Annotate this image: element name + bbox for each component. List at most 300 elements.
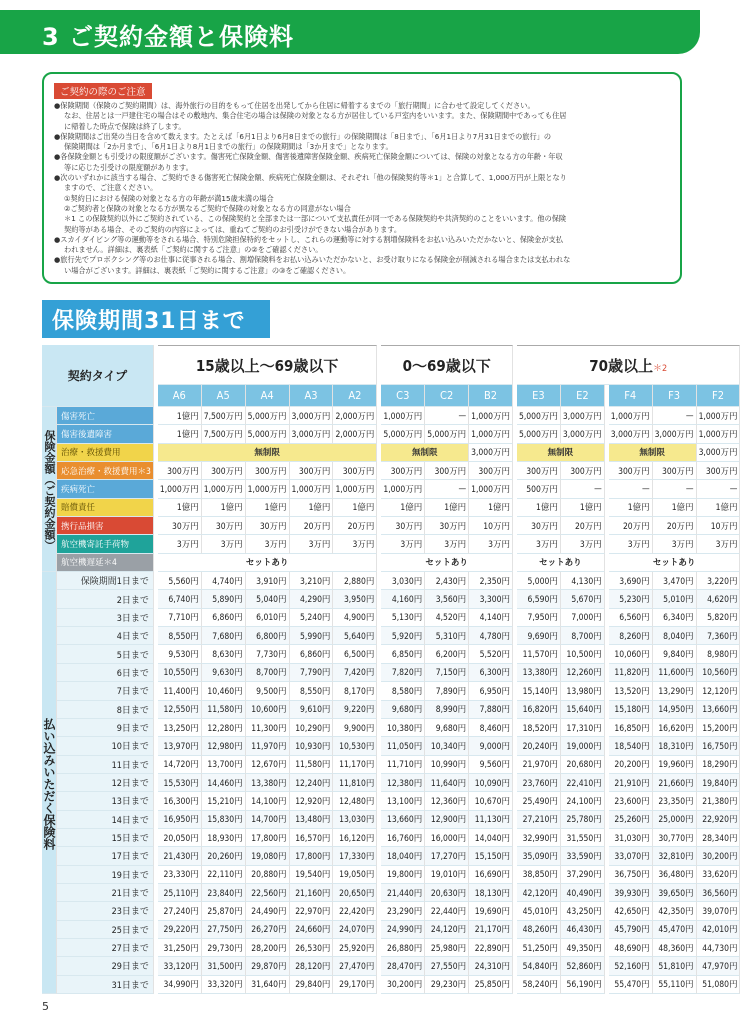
premium-value: 28,200円 <box>246 939 290 957</box>
premium-value: 19,960円 <box>653 756 697 774</box>
premium-value: 4,520円 <box>425 609 469 627</box>
premium-value: 22,560円 <box>246 884 290 902</box>
premium-value: 24,990円 <box>381 921 425 939</box>
premium-value: 2,350円 <box>469 572 513 590</box>
premium-value: 13,660円 <box>381 811 425 829</box>
coverage-value: 300万円 <box>561 462 605 480</box>
coverage-value: 1億円 <box>697 499 740 517</box>
premium-value: 13,030円 <box>333 811 377 829</box>
age-group-label: 0〜69歳以下 <box>402 356 491 375</box>
coverage-value: 5,000万円 <box>517 425 561 443</box>
notice-line: なお、住居とは一戸建住宅の場合はその敷地内、集合住宅の場合は保険の対象となる方が居住している戸室内をいいます。また、保険期間中であっても住居 <box>64 111 567 121</box>
coverage-label: 治療・救援費用 <box>57 444 154 462</box>
premium-value: 9,220円 <box>333 701 377 719</box>
premium-value: 31,030円 <box>609 829 653 847</box>
delay-set-cell: セットあり <box>609 554 740 572</box>
header-band <box>0 0 725 64</box>
premium-value: 17,330円 <box>333 847 377 865</box>
coverage-value: 500万円 <box>517 480 561 498</box>
coverage-side-label: 保険金額（ご契約金額） <box>42 407 57 572</box>
premium-value: 21,910円 <box>609 774 653 792</box>
premium-value: 8,700円 <box>561 627 605 645</box>
premium-value: 27,550円 <box>425 957 469 975</box>
notice-line: ①契約日における保険の対象となる方の年齢が満15歳未満の場合 <box>64 193 274 203</box>
period-label: 10日まで <box>57 737 154 755</box>
premium-value: 14,460円 <box>202 774 246 792</box>
premium-value: 4,620円 <box>697 590 740 608</box>
age-group-note: ＊2 <box>653 363 668 374</box>
coverage-value: 1,000万円 <box>697 407 740 425</box>
premium-value: 21,170円 <box>469 921 513 939</box>
coverage-value: 300万円 <box>381 462 425 480</box>
premium-value: 29,220円 <box>158 921 202 939</box>
premium-value: 32,990円 <box>517 829 561 847</box>
premium-value: 25,920円 <box>333 939 377 957</box>
premium-value: 13,290円 <box>653 682 697 700</box>
premium-value: 22,920円 <box>697 811 740 829</box>
coverage-value: 3万円 <box>246 535 290 553</box>
coverage-value: 20万円 <box>653 517 697 535</box>
notice-line: ＊1 この保険契約以外にご契約されている、この保険契約と全部または一部について支払責任が同一である保険契約や共済契約のことをいいます。他の保険 <box>64 214 567 224</box>
notice-line: ●各保険金額とも引受けの限度額がございます。傷害死亡保険金額、傷害後遺障害保険金額、疾病死亡保険金額については、保険の対象となる方の年齢・年収 <box>54 152 563 162</box>
coverage-value: 300万円 <box>653 462 697 480</box>
premium-value: 7,820円 <box>381 664 425 682</box>
premium-value: 16,750円 <box>697 737 740 755</box>
premium-value: 5,310円 <box>425 627 469 645</box>
premium-value: 24,490円 <box>246 902 290 920</box>
premium-value: 40,490円 <box>561 884 605 902</box>
premium-value: 10,460円 <box>202 682 246 700</box>
coverage-value: — <box>653 480 697 498</box>
plan-code-c2: C2 <box>425 385 469 407</box>
premium-value: 23,290円 <box>381 902 425 920</box>
premium-value: 14,700円 <box>246 811 290 829</box>
period-label: 13日まで <box>57 792 154 810</box>
premium-value: 18,290円 <box>697 756 740 774</box>
premium-value: 55,110円 <box>653 976 697 994</box>
plan-code-e2: E2 <box>561 385 605 407</box>
premium-value: 20,050円 <box>158 829 202 847</box>
premium-value: 22,440円 <box>425 902 469 920</box>
delay-set-cell: セットあり <box>517 554 605 572</box>
premium-value: 35,090円 <box>517 847 561 865</box>
coverage-label: 航空機寄託手荷物 <box>57 535 154 553</box>
plan-code-f2: F2 <box>697 385 740 407</box>
coverage-value: 3万円 <box>653 535 697 553</box>
premium-value: 6,860円 <box>202 609 246 627</box>
coverage-label: 疾病死亡 <box>57 480 154 498</box>
premium-value: 29,870円 <box>246 957 290 975</box>
premium-value: 31,550円 <box>561 829 605 847</box>
premium-value: 6,740円 <box>158 590 202 608</box>
premium-value: 10,990円 <box>425 756 469 774</box>
premium-value: 21,430円 <box>158 847 202 865</box>
notice-line: ●旅行先でプロボクシング等のお仕事に従事される場合、割増保険料をお払い込みいただかないと、お受け取りになる保険金が削減される場合または支払われな <box>54 255 571 265</box>
premium-value: 26,270円 <box>246 921 290 939</box>
premium-value: 33,120円 <box>158 957 202 975</box>
premium-value: 28,120円 <box>290 957 334 975</box>
premium-value: 25,260円 <box>609 811 653 829</box>
coverage-value: 3万円 <box>469 535 513 553</box>
premium-value: 13,480円 <box>290 811 334 829</box>
premium-value: 4,290円 <box>290 590 334 608</box>
coverage-value: 5,000万円 <box>517 407 561 425</box>
premium-value: 5,920円 <box>381 627 425 645</box>
premium-value: 5,890円 <box>202 590 246 608</box>
premium-value: 10,340円 <box>425 737 469 755</box>
premium-value: 23,760円 <box>517 774 561 792</box>
coverage-value: — <box>425 480 469 498</box>
plan-code-e3: E3 <box>517 385 561 407</box>
premium-value: 13,660円 <box>697 701 740 719</box>
premium-value: 33,320円 <box>202 976 246 994</box>
premium-value: 3,030円 <box>381 572 425 590</box>
coverage-value: 1,000万円 <box>609 407 653 425</box>
premium-value: 3,910円 <box>246 572 290 590</box>
premium-value: 10,090円 <box>469 774 513 792</box>
premium-value: 33,070円 <box>609 847 653 865</box>
premium-value: 6,800円 <box>246 627 290 645</box>
coverage-value: 1,000万円 <box>469 425 513 443</box>
premium-value: 11,640円 <box>425 774 469 792</box>
premium-value: 5,520円 <box>469 645 513 663</box>
premium-value: 17,310円 <box>561 719 605 737</box>
notice-line: ●次のいずれかに該当する場合、ご契約できる傷害死亡保険金額、疾病死亡保険金額は、それぞれ「他の保険契約等＊1」と合算して、1,000万円が上限となり <box>54 173 567 183</box>
premium-value: 15,200円 <box>697 719 740 737</box>
premium-value: 31,640円 <box>246 976 290 994</box>
premium-value: 5,670円 <box>561 590 605 608</box>
period-label: 15日まで <box>57 829 154 847</box>
plan-code-a5: A5 <box>202 385 246 407</box>
premium-value: 8,550円 <box>290 682 334 700</box>
premium-value: 15,530円 <box>158 774 202 792</box>
premium-value: 22,410円 <box>561 774 605 792</box>
premium-value: 18,540円 <box>609 737 653 755</box>
coverage-value: 300万円 <box>290 462 334 480</box>
coverage-value: 1,000万円 <box>158 480 202 498</box>
period-label: 5日まで <box>57 645 154 663</box>
period-label: 12日まで <box>57 774 154 792</box>
premium-value: 18,930円 <box>202 829 246 847</box>
coverage-value: 20万円 <box>333 517 377 535</box>
premium-value: 11,400円 <box>158 682 202 700</box>
coverage-value: 1億円 <box>246 499 290 517</box>
coverage-value: 3万円 <box>425 535 469 553</box>
premium-value: 47,970円 <box>697 957 740 975</box>
premium-value: 9,000円 <box>469 737 513 755</box>
premium-value: 12,670円 <box>246 756 290 774</box>
premium-value: 23,330円 <box>158 866 202 884</box>
coverage-value: 3万円 <box>697 535 740 553</box>
premium-value: 19,690円 <box>469 902 513 920</box>
period-label: 17日まで <box>57 847 154 865</box>
premium-value: 20,680円 <box>561 756 605 774</box>
premium-value: 51,810円 <box>653 957 697 975</box>
premium-value: 36,750円 <box>609 866 653 884</box>
coverage-value: 30万円 <box>517 517 561 535</box>
premium-value: 23,600円 <box>609 792 653 810</box>
unlimited-cell: 無制限 <box>158 444 377 462</box>
premium-value: 22,890円 <box>469 939 513 957</box>
premium-value: 25,980円 <box>425 939 469 957</box>
coverage-value: 3万円 <box>290 535 334 553</box>
coverage-value: 5,000万円 <box>425 425 469 443</box>
coverage-label: 航空機遅延＊4 <box>57 554 154 572</box>
premium-value: 5,010円 <box>653 590 697 608</box>
premium-value: 39,070円 <box>697 902 740 920</box>
premium-value: 29,730円 <box>202 939 246 957</box>
premium-value: 15,150円 <box>469 847 513 865</box>
notice-line: ●スカイダイビング等の運動等をされる場合、特別危険担保特約をセットし、これらの運動等に対する割増保険料をお払い込みいただかないと、保険金が支払 <box>54 234 563 244</box>
coverage-value: — <box>609 480 653 498</box>
coverage-value: 1,000万円 <box>202 480 246 498</box>
premium-value: 11,570円 <box>517 645 561 663</box>
premium-value: 5,230円 <box>609 590 653 608</box>
premium-value: 20,630円 <box>425 884 469 902</box>
premium-value: 9,690円 <box>517 627 561 645</box>
period-label: 保険期間1日まで <box>57 572 154 590</box>
coverage-value: 1億円 <box>158 425 202 443</box>
premium-value: 42,120円 <box>517 884 561 902</box>
coverage-value: 1億円 <box>561 499 605 517</box>
premium-value: 42,010円 <box>697 921 740 939</box>
plan-code-f4: F4 <box>609 385 653 407</box>
unlimited-cell: 無制限 <box>381 444 469 462</box>
period-label: 6日まで <box>57 664 154 682</box>
premium-value: 12,280円 <box>202 719 246 737</box>
coverage-value: 3万円 <box>333 535 377 553</box>
coverage-value: 1,000万円 <box>290 480 334 498</box>
premium-value: 16,850円 <box>609 719 653 737</box>
premium-value: 15,180円 <box>609 701 653 719</box>
premium-value: 5,560円 <box>158 572 202 590</box>
coverage-value: — <box>561 480 605 498</box>
premium-value: 25,870円 <box>202 902 246 920</box>
premium-value: 21,660円 <box>653 774 697 792</box>
coverage-value: 300万円 <box>333 462 377 480</box>
unlimited-cell: 無制限 <box>609 444 697 462</box>
premium-value: 39,650円 <box>653 884 697 902</box>
premium-value: 19,050円 <box>333 866 377 884</box>
premium-value: 30,770円 <box>653 829 697 847</box>
premium-value: 11,580円 <box>202 701 246 719</box>
period-label: 19日まで <box>57 866 154 884</box>
premium-value: 4,740円 <box>202 572 246 590</box>
delay-set-cell: セットあり <box>381 554 513 572</box>
premium-value: 12,980円 <box>202 737 246 755</box>
premium-value: 11,820円 <box>609 664 653 682</box>
premium-value: 11,130円 <box>469 811 513 829</box>
premium-value: 5,820円 <box>697 609 740 627</box>
notice-line: い場合がございます。詳細は、裏表紙「ご契約に関するご注意」の③をご確認ください。 <box>64 265 351 275</box>
premium-value: 4,780円 <box>469 627 513 645</box>
premium-value: 23,840円 <box>202 884 246 902</box>
premium-value: 6,590円 <box>517 590 561 608</box>
payment-side-label: 払い込みいただく保険料 <box>42 572 57 994</box>
notice-title: ご契約の際のご注意 <box>54 83 152 99</box>
period-label: 21日まで <box>57 884 154 902</box>
coverage-label: 賠償責任 <box>57 499 154 517</box>
coverage-value: 1億円 <box>469 499 513 517</box>
premium-value: 38,850円 <box>517 866 561 884</box>
premium-value: 2,430円 <box>425 572 469 590</box>
premium-value: 12,240円 <box>290 774 334 792</box>
premium-value: 7,790円 <box>290 664 334 682</box>
coverage-value: 30万円 <box>425 517 469 535</box>
premium-value: 8,990円 <box>425 701 469 719</box>
period-label: 7日まで <box>57 682 154 700</box>
premium-value: 8,980円 <box>697 645 740 663</box>
premium-value: 10,550円 <box>158 664 202 682</box>
premium-value: 21,380円 <box>697 792 740 810</box>
premium-value: 13,100円 <box>381 792 425 810</box>
coverage-value: 5,000万円 <box>381 425 425 443</box>
premium-value: 8,580円 <box>381 682 425 700</box>
premium-value: 8,170円 <box>333 682 377 700</box>
period-label: 2日まで <box>57 590 154 608</box>
premium-value: 31,500円 <box>202 957 246 975</box>
premium-value: 19,540円 <box>290 866 334 884</box>
premium-value: 25,850円 <box>469 976 513 994</box>
premium-value: 27,210円 <box>517 811 561 829</box>
premium-value: 5,240円 <box>290 609 334 627</box>
premium-value: 24,100円 <box>561 792 605 810</box>
coverage-value: 20万円 <box>290 517 334 535</box>
premium-value: 45,470円 <box>653 921 697 939</box>
premium-value: 48,690円 <box>609 939 653 957</box>
premium-value: 2,880円 <box>333 572 377 590</box>
premium-value: 6,950円 <box>469 682 513 700</box>
premium-value: 10,290円 <box>290 719 334 737</box>
premium-value: 11,170円 <box>333 756 377 774</box>
premium-value: 28,340円 <box>697 829 740 847</box>
premium-value: 17,270円 <box>425 847 469 865</box>
premium-value: 6,200円 <box>425 645 469 663</box>
premium-value: 6,300円 <box>469 664 513 682</box>
coverage-value: 300万円 <box>517 462 561 480</box>
premium-value: 21,160円 <box>290 884 334 902</box>
coverage-value: 7,500万円 <box>202 407 246 425</box>
coverage-value: 1,000万円 <box>697 425 740 443</box>
coverage-value: 20万円 <box>561 517 605 535</box>
premium-value: 10,530円 <box>333 737 377 755</box>
premium-value: 12,120円 <box>697 682 740 700</box>
coverage-value: 3万円 <box>158 535 202 553</box>
coverage-value: 1,000万円 <box>246 480 290 498</box>
premium-value: 25,000円 <box>653 811 697 829</box>
premium-value: 22,110円 <box>202 866 246 884</box>
premium-value: 13,700円 <box>202 756 246 774</box>
premium-value: 24,070円 <box>333 921 377 939</box>
contract-type-label: 契約タイプ <box>42 345 154 407</box>
premium-value: 20,240円 <box>517 737 561 755</box>
period-label: 9日まで <box>57 719 154 737</box>
premium-value: 5,990円 <box>290 627 334 645</box>
premium-value: 19,800円 <box>381 866 425 884</box>
coverage-value: 1億円 <box>290 499 334 517</box>
delay-set-cell: セットあり <box>158 554 377 572</box>
coverage-value: 300万円 <box>697 462 740 480</box>
premium-value: 3,690円 <box>609 572 653 590</box>
premium-value: 3,950円 <box>333 590 377 608</box>
premium-value: 36,560円 <box>697 884 740 902</box>
premium-value: 19,080円 <box>246 847 290 865</box>
coverage-value: — <box>653 407 697 425</box>
premium-value: 14,040円 <box>469 829 513 847</box>
premium-value: 45,790円 <box>609 921 653 939</box>
premium-value: 4,130円 <box>561 572 605 590</box>
coverage-value: 3万円 <box>561 535 605 553</box>
coverage-value: 3,000万円 <box>697 444 740 462</box>
coverage-label: 傷害死亡 <box>57 407 154 425</box>
coverage-label: 傷害後遺障害 <box>57 425 154 443</box>
coverage-value: 3,000万円 <box>561 425 605 443</box>
premium-value: 10,560円 <box>697 664 740 682</box>
coverage-value: 300万円 <box>158 462 202 480</box>
premium-value: 12,260円 <box>561 664 605 682</box>
premium-value: 43,250円 <box>561 902 605 920</box>
premium-value: 20,200円 <box>609 756 653 774</box>
premium-value: 7,150円 <box>425 664 469 682</box>
premium-value: 16,620円 <box>653 719 697 737</box>
premium-value: 5,000円 <box>517 572 561 590</box>
premium-value: 15,640円 <box>561 701 605 719</box>
premium-value: 18,520円 <box>517 719 561 737</box>
premium-value: 13,380円 <box>246 774 290 792</box>
premium-value: 29,840円 <box>290 976 334 994</box>
premium-value: 11,970円 <box>246 737 290 755</box>
coverage-value: 1,000万円 <box>333 480 377 498</box>
premium-value: 13,520円 <box>609 682 653 700</box>
premium-value: 10,380円 <box>381 719 425 737</box>
period-label: 4日まで <box>57 627 154 645</box>
premium-value: 9,630円 <box>202 664 246 682</box>
premium-value: 33,590円 <box>561 847 605 865</box>
coverage-value: 1億円 <box>609 499 653 517</box>
premium-value: 39,930円 <box>609 884 653 902</box>
premium-value: 10,600円 <box>246 701 290 719</box>
premium-value: 5,130円 <box>381 609 425 627</box>
premium-value: 10,500円 <box>561 645 605 663</box>
coverage-label: 応急治療・救援費用＊3 <box>57 462 154 480</box>
premium-value: 7,890円 <box>425 682 469 700</box>
notice-line: ますので、ご注意ください。 <box>64 183 158 193</box>
premium-value: 45,010円 <box>517 902 561 920</box>
premium-value: 13,380円 <box>517 664 561 682</box>
plan-code-a2: A2 <box>333 385 377 407</box>
premium-value: 9,610円 <box>290 701 334 719</box>
premium-value: 34,990円 <box>158 976 202 994</box>
coverage-value: — <box>425 407 469 425</box>
premium-value: 17,800円 <box>290 847 334 865</box>
premium-value: 21,970円 <box>517 756 561 774</box>
coverage-value: 1,000万円 <box>381 480 425 498</box>
premium-value: 13,250円 <box>158 719 202 737</box>
premium-value: 8,550円 <box>158 627 202 645</box>
premium-value: 11,710円 <box>381 756 425 774</box>
premium-value: 30,200円 <box>381 976 425 994</box>
premium-value: 18,130円 <box>469 884 513 902</box>
premium-value: 10,670円 <box>469 792 513 810</box>
premium-value: 7,880円 <box>469 701 513 719</box>
premium-value: 8,700円 <box>246 664 290 682</box>
plan-code-c3: C3 <box>381 385 425 407</box>
premium-value: 12,360円 <box>425 792 469 810</box>
premium-value: 18,040円 <box>381 847 425 865</box>
period-label: 3日まで <box>57 609 154 627</box>
premium-value: 11,600円 <box>653 664 697 682</box>
premium-value: 52,860円 <box>561 957 605 975</box>
